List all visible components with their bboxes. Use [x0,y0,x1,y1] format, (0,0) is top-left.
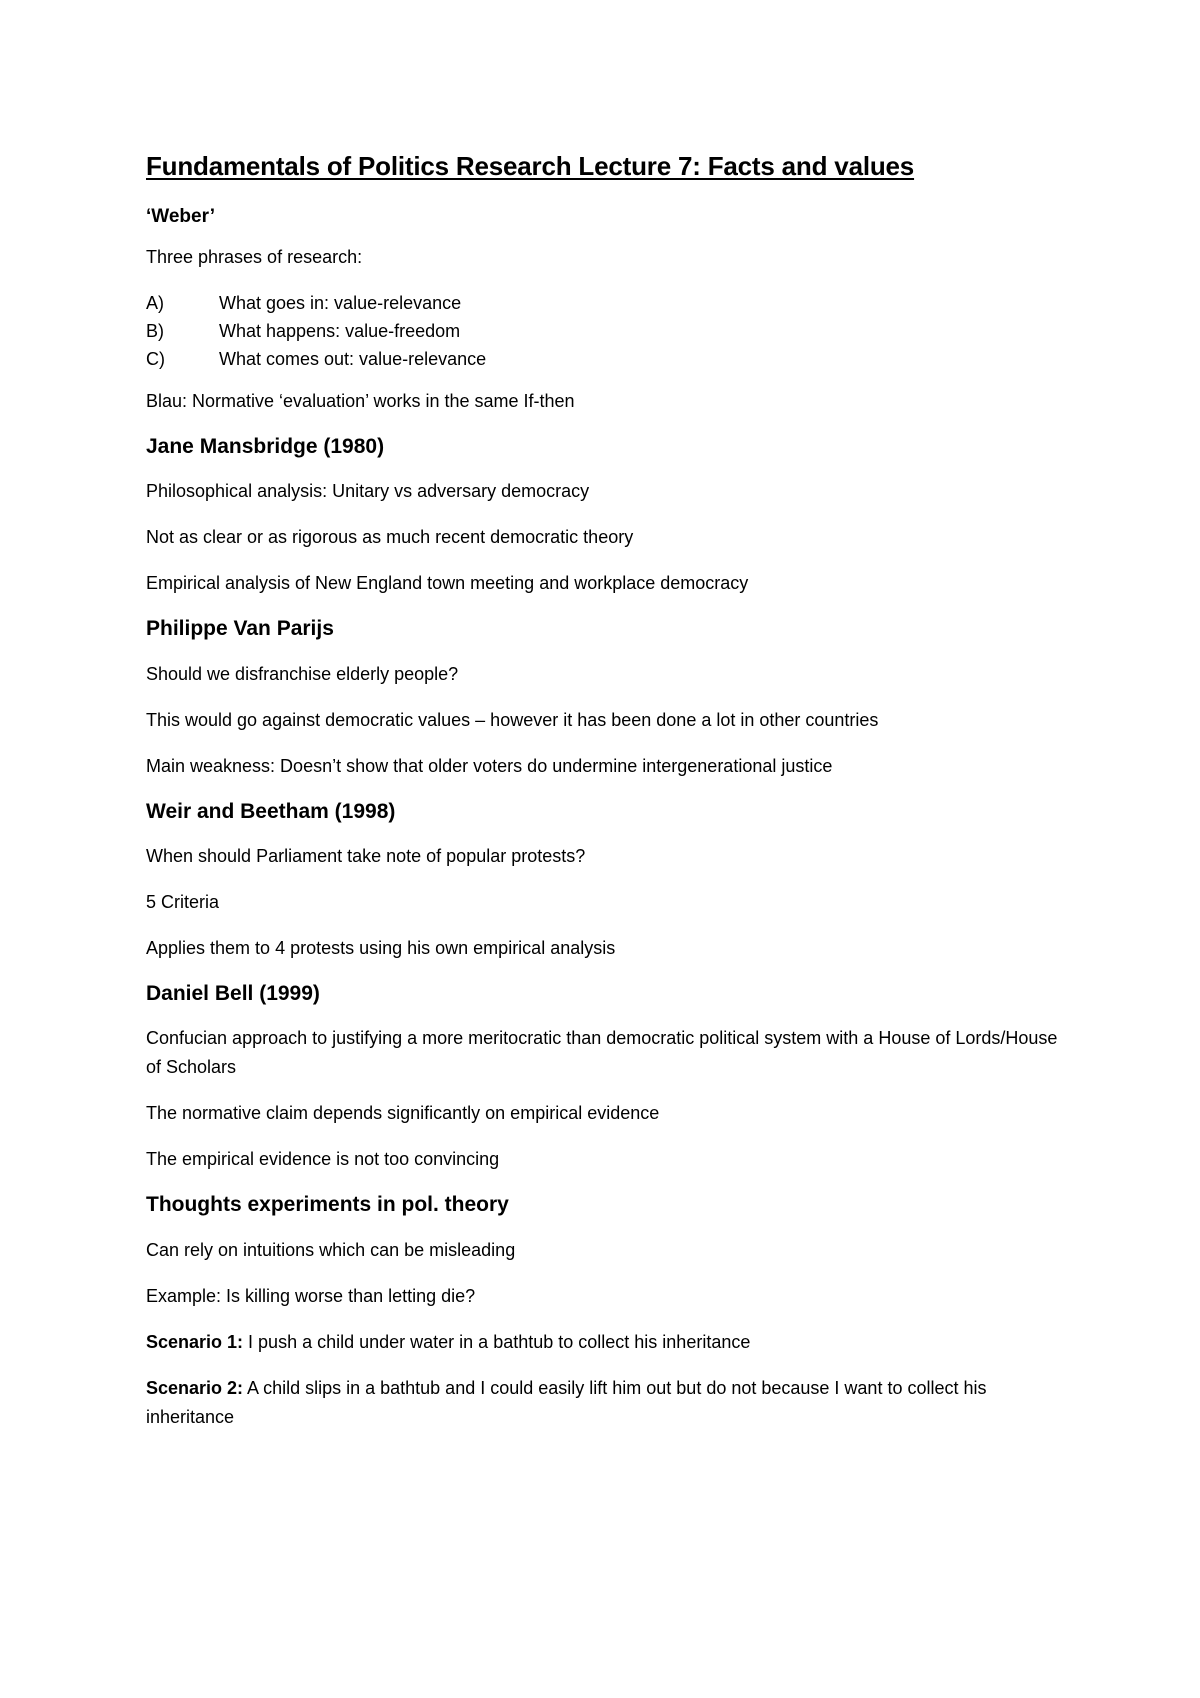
paragraph: Applies them to 4 protests using his own empirical analysis [146,938,616,959]
paragraph: Empirical analysis of New England town meeting and workplace democracy [146,573,749,594]
bell-heading: Daniel Bell (1999) [146,982,320,1006]
scenario-1 [146,1328,1066,1357]
paragraph: This would go against democratic values – however it has been done a lot in other countries [146,709,879,730]
list-item [146,345,1066,373]
paragraph: Philosophical analysis: Unitary vs adversary democracy [146,481,590,502]
list-marker: C) [146,349,165,370]
scenario-label: Scenario 1: [146,1331,244,1352]
parijs-heading: Philippe Van Parijs [146,617,334,641]
paragraph: The empirical evidence is not too convincing [146,1149,500,1170]
list-marker: B) [146,321,164,342]
paragraph: Example: Is killing worse than letting die? [146,1285,476,1306]
paragraph: Main weakness: Doesn’t show that older voters do undermine intergenerational justice [146,755,833,776]
paragraph: 5 Criteria [146,892,220,913]
paragraph: Confucian approach to justifying a more meritocratic than democratic political system with a House of Lords/House of Scholars [146,1028,1058,1078]
scenario-2 [146,1374,1066,1432]
list-item-text: What happens: value-freedom [219,321,461,342]
scenario-text: A child slips in a bathtub and I could easily lift him out but do not because I want to collect his inheritance [146,1377,987,1427]
paragraph: The normative claim depends significantly on empirical evidence [146,1103,660,1124]
list-item [146,317,1066,345]
paragraph: Should we disfranchise elderly people? [146,663,459,684]
paragraph: Can rely on intuitions which can be misleading [146,1239,516,1260]
scenario-label: Scenario 2: [146,1377,244,1398]
research-phases-list [146,289,1066,373]
list-item-text: What comes out: value-relevance [219,349,487,370]
list-item-text: What goes in: value-relevance [219,293,462,314]
list-marker: A) [146,293,164,314]
weir-beetham-heading: Weir and Beetham (1998) [146,799,396,823]
scenario-text: I push a child under water in a bathtub to collect his inheritance [243,1331,751,1352]
blau-note: Blau: Normative ‘evaluation’ works in the same If-then [146,391,575,412]
weber-intro: Three phrases of research: [146,247,363,268]
thought-experiments-heading: Thoughts experiments in pol. theory [146,1193,509,1217]
document-body [146,150,1066,1449]
paragraph: Not as clear or as rigorous as much recent democratic theory [146,527,634,548]
paragraph: When should Parliament take note of popular protests? [146,846,586,867]
list-item [146,289,1066,317]
document-title: Fundamentals of Politics Research Lecture 7: Facts and values [146,151,915,181]
weber-heading: ‘Weber’ [146,205,215,227]
mansbridge-heading: Jane Mansbridge (1980) [146,435,385,459]
